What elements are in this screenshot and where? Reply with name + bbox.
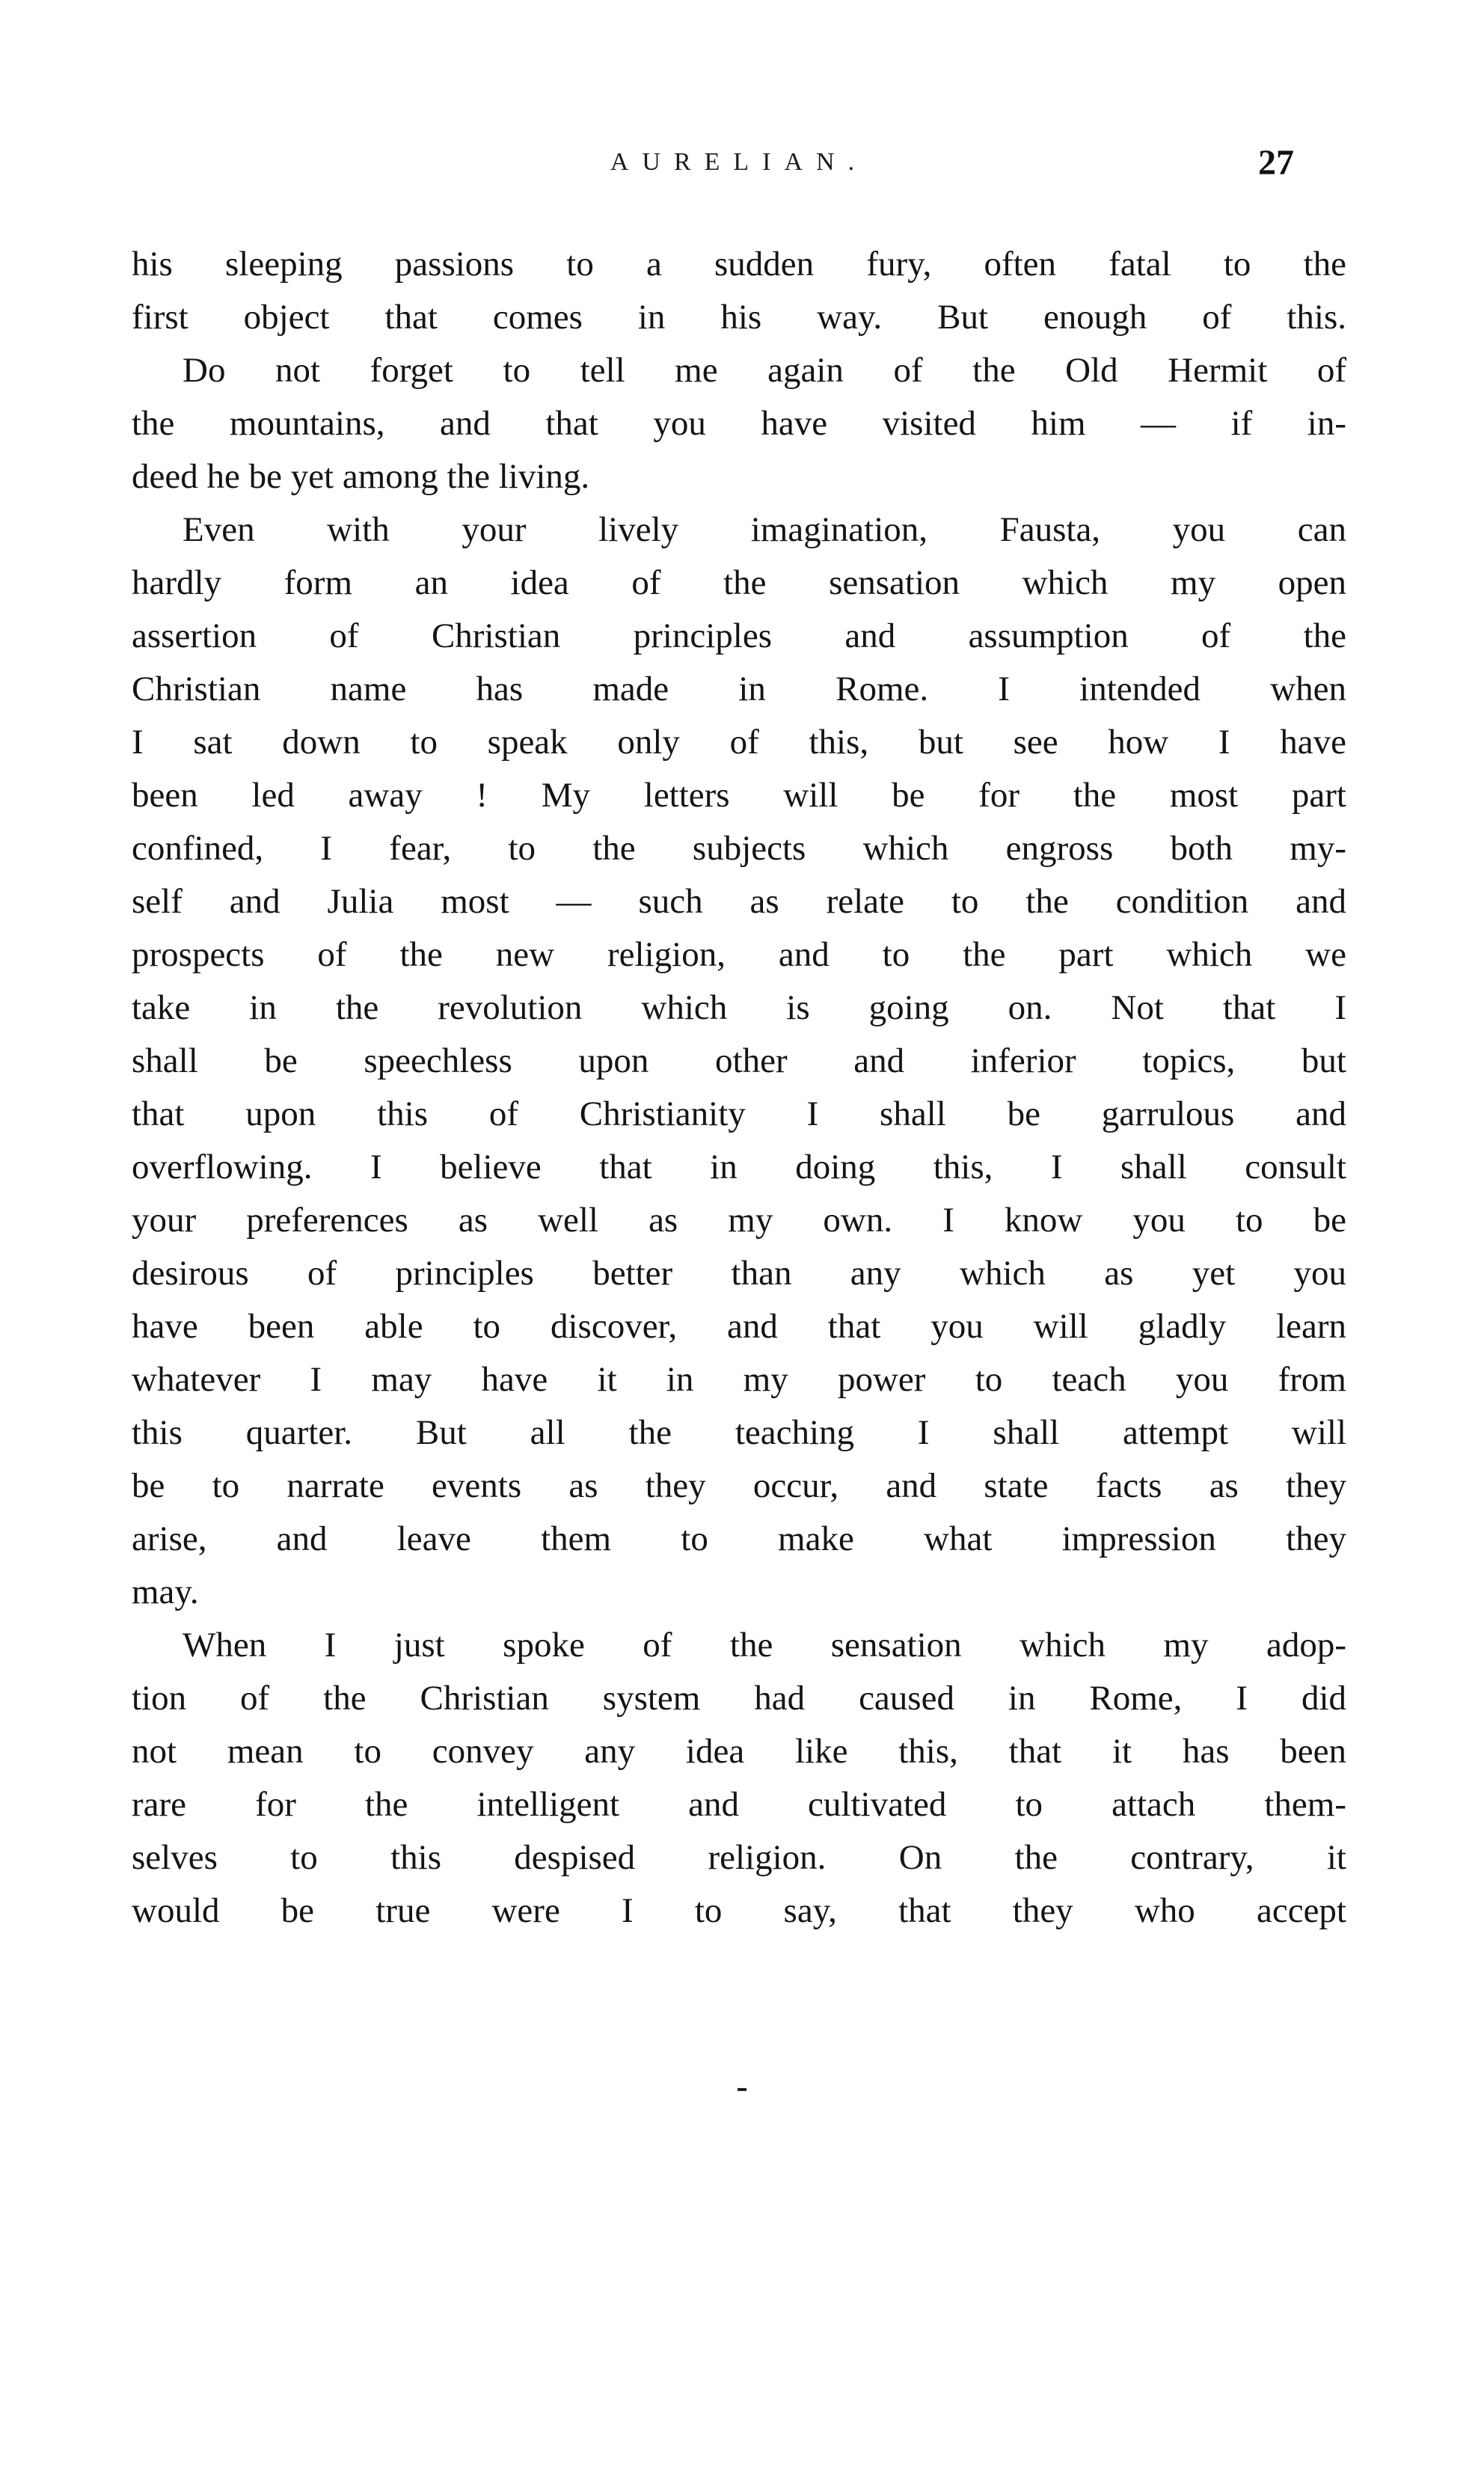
text-line: whatever I may have it in my power to teach you from <box>132 1360 1346 1399</box>
text-line: may. <box>132 1573 199 1611</box>
text-line: When I just spoke of the sensation which my adop- <box>183 1626 1346 1665</box>
text-line: I sat down to speak only of this, but see how I have <box>132 723 1346 762</box>
text-line: hardly form an idea of the sensation which my open <box>132 563 1346 602</box>
text-line: take in the revolution which is going on. Not that I <box>132 988 1346 1027</box>
text-body <box>132 238 1346 1938</box>
page-header <box>132 142 1346 195</box>
text-line: prospects of the new religion, and to the part which we <box>132 935 1346 974</box>
text-line: rare for the intelligent and cultivated to attach them- <box>132 1785 1346 1824</box>
text-line: first object that comes in his way. But enough of this. <box>132 298 1346 337</box>
text-line: his sleeping passions to a sudden fury, often fatal to the <box>132 245 1346 284</box>
text-line: overflowing. I believe that in doing this, I shall consult <box>132 1148 1346 1187</box>
text-line: been led away ! My letters will be for the most part <box>132 776 1346 815</box>
footer-mark: - <box>736 2067 748 2105</box>
text-line: assertion of Christian principles and assumption of the <box>132 616 1346 655</box>
text-line: have been able to discover, and that you will gladly learn <box>132 1307 1346 1346</box>
running-title: AURELIAN. <box>610 148 868 176</box>
text-line: not mean to convey any idea like this, that it has been <box>132 1732 1346 1771</box>
text-line: arise, and leave them to make what impression they <box>132 1519 1346 1558</box>
text-line: would be true were I to say, that they who accept <box>132 1891 1346 1930</box>
text-line: your preferences as well as my own. I know you to be <box>132 1201 1346 1240</box>
text-line: tion of the Christian system had caused in Rome, I did <box>132 1679 1346 1718</box>
text-line: Do not forget to tell me again of the Old Hermit of <box>183 351 1346 390</box>
text-line: Christian name has made in Rome. I intended when <box>132 670 1346 708</box>
text-line: this quarter. But all the teaching I shall attempt will <box>132 1413 1346 1452</box>
text-line: be to narrate events as they occur, and state facts as they <box>132 1466 1346 1505</box>
text-line: confined, I fear, to the subjects which engross both my- <box>132 829 1346 868</box>
text-line: deed he be yet among the living. <box>132 457 590 496</box>
page-number: 27 <box>1258 143 1294 183</box>
text-line: Even with your lively imagination, Fausta, you can <box>183 510 1346 549</box>
text-line: that upon this of Christianity I shall be garrulous and <box>132 1094 1346 1133</box>
text-line: shall be speechless upon other and inferior topics, but <box>132 1041 1346 1080</box>
text-line: self and Julia most — such as relate to the condition and <box>132 882 1346 921</box>
text-line: selves to this despised religion. On the contrary, it <box>132 1838 1346 1877</box>
text-line: desirous of principles better than any which as yet you <box>132 1254 1346 1293</box>
text-line: the mountains, and that you have visited him — if in- <box>132 404 1346 443</box>
